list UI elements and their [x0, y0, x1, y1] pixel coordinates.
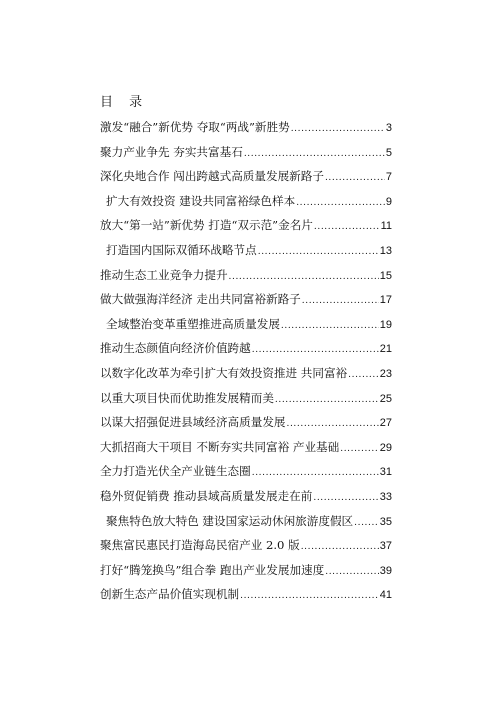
toc-page-number: 19: [379, 318, 392, 331]
toc-entry[interactable]: [100, 191, 392, 216]
toc-entry-title: 打造国内国际双循环战略节点: [106, 242, 257, 257]
toc-entry-title: 聚力产业争先 夯实共富基石: [100, 144, 243, 159]
toc-page-number: 5: [385, 146, 392, 159]
toc-entry[interactable]: [100, 535, 392, 560]
toc-entry[interactable]: [100, 486, 392, 511]
toc-entry-title: 全力打造光伏全产业链生态圈: [100, 464, 251, 479]
toc-entry-title: 稳外贸促销费 推动县域高质量发展走在前: [100, 488, 313, 503]
toc-entry[interactable]: [100, 265, 392, 290]
toc-page-number: 7: [385, 171, 392, 184]
dot-leader: [354, 513, 379, 533]
dot-leader: [325, 168, 385, 188]
toc-page-number: 17: [379, 294, 392, 307]
toc-entry[interactable]: [100, 289, 392, 314]
toc-entry-title: 打好“腾笼换鸟”组合拳 跑出产业发展加速度: [100, 562, 325, 577]
toc-entry[interactable]: [100, 314, 392, 339]
toc-entry-title: 做大做强海洋经济 走出共同富裕新路子: [100, 292, 301, 307]
toc-entry-title: 激发“融合”新优势 夺取“两战”新胜势: [100, 120, 290, 134]
dot-leader: [291, 119, 385, 139]
toc-page-number: 3: [385, 122, 392, 134]
toc-page-number: 29: [379, 441, 392, 454]
toc-entry[interactable]: [100, 584, 392, 609]
toc-page-number: 41: [379, 589, 392, 602]
toc-entry[interactable]: [100, 215, 392, 240]
toc-page-number: 39: [379, 564, 392, 577]
toc-entry[interactable]: [100, 461, 392, 486]
dot-leader: [287, 414, 379, 434]
toc-page-number: 21: [379, 343, 392, 356]
dot-leader: [240, 586, 379, 606]
toc-page-number: 11: [380, 220, 392, 233]
toc-entry-title: 大抓招商大干项目 不断夯实共同富裕 产业基础: [100, 439, 340, 454]
toc-entry-title: 深化央地合作 闯出跨越式高质量发展新路子: [100, 169, 324, 184]
dot-leader: [340, 439, 379, 459]
toc-page-number: 9: [385, 195, 392, 208]
toc-page-number: 23: [379, 367, 392, 380]
dot-leader: [348, 365, 379, 385]
dot-leader: [258, 242, 379, 262]
toc-entry[interactable]: [100, 117, 392, 142]
toc-entry-title: 聚焦富民惠民打造海岛民宿产业 2.0 版: [100, 538, 300, 553]
toc-entry[interactable]: [100, 338, 392, 363]
toc-entry[interactable]: [100, 363, 392, 388]
toc-entry[interactable]: [100, 437, 392, 462]
toc-entry-title: 创新生态产品价值实现机制: [100, 587, 240, 602]
toc-page-number: 37: [379, 540, 392, 553]
toc-page-number: 35: [379, 515, 392, 528]
table-of-contents: [100, 117, 392, 609]
toc-entry[interactable]: [100, 511, 392, 536]
toc-entry[interactable]: [100, 388, 392, 413]
toc-entry-title: 聚焦特色放大特色 建设国家运动休闲旅游度假区: [106, 513, 354, 528]
dot-leader: [252, 340, 379, 360]
toc-heading: 目 录: [100, 95, 149, 110]
toc-entry-title: 推动生态颜值向经济价值跨越: [100, 341, 251, 356]
dot-leader: [314, 217, 380, 237]
toc-page-number: 13: [379, 244, 392, 257]
toc-page-number: 33: [379, 490, 392, 503]
toc-page-number: 15: [379, 269, 392, 282]
toc-entry-title: 以谋大招强促进县域经济高质量发展: [100, 415, 286, 430]
toc-entry[interactable]: [100, 560, 392, 585]
toc-entry-title: 以数字化改革为牵引扩大有效投资推进 共同富裕: [100, 365, 348, 380]
toc-entry[interactable]: [100, 142, 392, 167]
toc-entry-title: 放大“第一站”新优势 打造“双示范”金名片: [100, 218, 313, 233]
dot-leader: [275, 390, 379, 410]
toc-page-number: 25: [379, 392, 392, 405]
toc-entry[interactable]: [100, 240, 392, 265]
toc-entry[interactable]: [100, 412, 392, 437]
toc-entry-title: 推动生态工业竞争力提升: [100, 267, 228, 282]
dot-leader: [244, 144, 385, 164]
toc-entry[interactable]: [100, 166, 392, 191]
toc-entry-title: 以重大项目快而优助推发展精而美: [100, 390, 274, 405]
dot-leader: [252, 463, 379, 483]
toc-entry-title: 扩大有效投资 建设共同富裕绿色样本: [106, 193, 296, 208]
dot-leader: [281, 316, 379, 336]
dot-leader: [229, 267, 379, 287]
dot-leader: [302, 291, 379, 311]
dot-leader: [313, 488, 378, 508]
toc-page-number: 31: [379, 466, 392, 479]
dot-leader: [296, 193, 385, 213]
toc-page-number: 27: [379, 417, 392, 430]
dot-leader: [301, 537, 379, 557]
dot-leader: [325, 562, 379, 582]
toc-entry-title: 全域整治变革重塑推进高质量发展: [106, 316, 280, 331]
